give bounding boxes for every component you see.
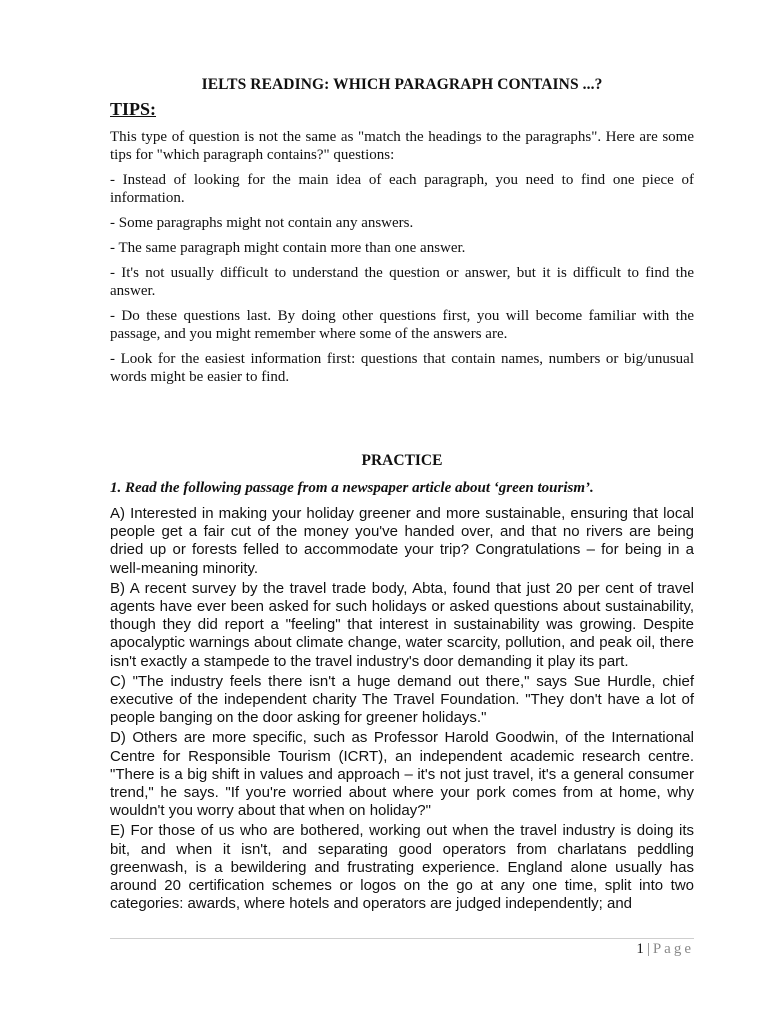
tip-item: - Some paragraphs might not contain any answers. — [110, 215, 414, 231]
passage-paragraph-b: B) A recent survey by the travel trade body, Abta, found that just 20 per cent of travel agents have ever been asked for such holidays or asked questions about sustainability, though they did report a "feeling" that interest in sustainability was growing. Despite apocalyptic warnings about climate change, water scarcity, pollution, and peak oil, there isn't exactly a stampede to the travel industry's door demanding it play its part. — [110, 579, 694, 670]
passage-paragraph-a: A) Interested in making your holiday greener and more sustainable, ensuring that local people get a fair cut of the money you've handed over, and that no rivers are being dried up or forests felled to accommodate your trip? Congratulations – for being in a well-meaning minority. — [110, 505, 694, 577]
tip-item: - It's not usually difficult to understand the question or answer, but it is difficult to find the answer. — [110, 265, 694, 299]
practice-question: 1. Read the following passage from a newspaper article about ‘green tourism’. — [110, 480, 594, 496]
page-footer — [636, 941, 694, 958]
passage-paragraph-c: C) "The industry feels there isn't a huge demand out there," says Sue Hurdle, chief executive of the independent charity The Travel Foundation. "They don't have a lot of people banging on the door asking for greener holidays." — [110, 672, 694, 727]
document-title: IELTS READING: WHICH PARAGRAPH CONTAINS ...? — [201, 76, 603, 93]
tip-item: - Do these questions last. By doing other questions first, you will become familiar with the passage, and you might remember where some of the answers are. — [110, 308, 694, 342]
passage-paragraph-e: E) For those of us who are bothered, working out when the travel industry is doing its bit, and when it isn't, and separating good operators from charlatans peddling greenwash, is a bewildering and frustrating experience. England alone usually has around 20 certification schemes or logos on the go at any one time, split into two categories: awards, where hotels and operators are judged independently; and — [110, 822, 694, 913]
practice-heading: PRACTICE — [361, 452, 443, 469]
tip-item: - The same paragraph might contain more than one answer. — [110, 240, 466, 256]
document-page — [110, 0, 694, 1024]
tips-section — [110, 128, 694, 393]
page-number: 1 — [636, 941, 644, 957]
footer-divider — [110, 938, 694, 939]
tip-item: - Instead of looking for the main idea of each paragraph, you need to find one piece of information. — [110, 172, 694, 206]
footer-separator: | — [646, 941, 650, 957]
page-label: Page — [652, 941, 694, 957]
tip-item: - Look for the easiest information first: questions that contain names, numbers or big/unusual words might be easier to find. — [110, 351, 694, 385]
passage — [110, 505, 694, 915]
passage-paragraph-d: D) Others are more specific, such as Professor Harold Goodwin, of the International Centre for Responsible Tourism (ICRT), an independent academic research centre. "There is a big shift in values and approach – it's not just travel, it's a general consumer trend," he says. "If you're worried about where your pork comes from at home, why wouldn't you worry about that when on holiday?" — [110, 729, 694, 820]
tips-intro: This type of question is not the same as "match the headings to the paragraphs". Here are some tips for "which paragraph contains?" questions: — [110, 129, 694, 163]
tips-heading: TIPS: — [110, 99, 157, 119]
